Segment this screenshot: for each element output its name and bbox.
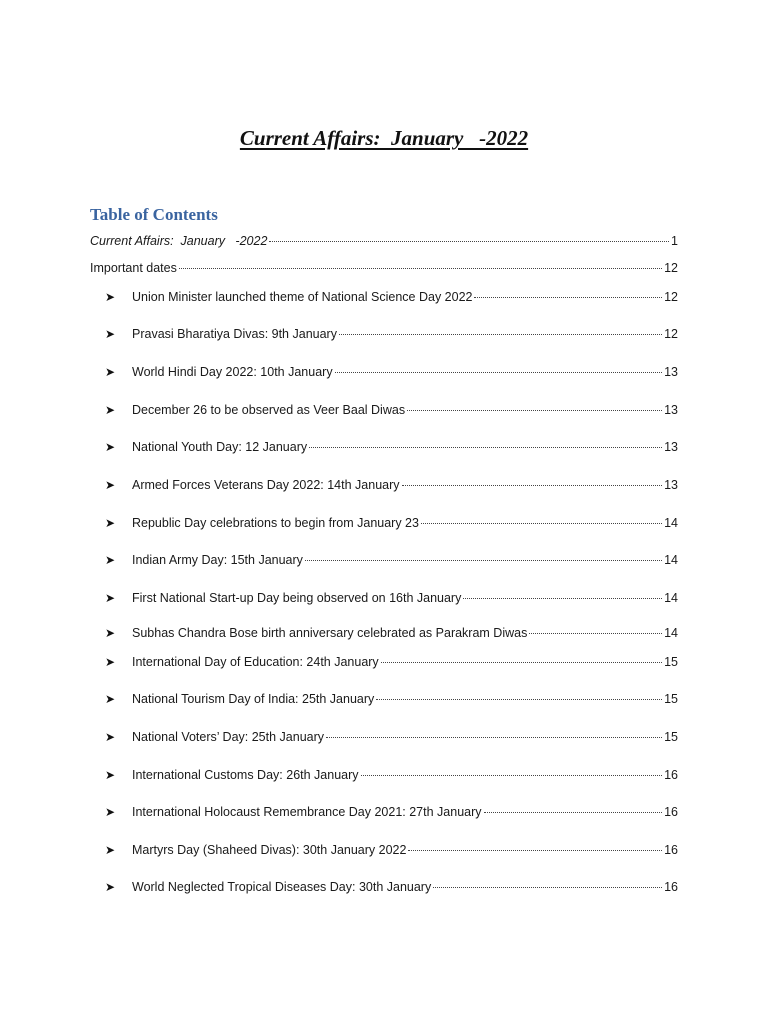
toc-entry-page: 12 <box>664 261 678 275</box>
arrow-bullet-icon: ➤ <box>105 730 116 744</box>
arrow-bullet-icon: ➤ <box>105 327 116 341</box>
toc-entry-page: 16 <box>664 805 678 819</box>
page-title: Current Affairs: January -2022 <box>239 126 529 150</box>
toc-entry-page: 12 <box>664 327 678 341</box>
toc-entry-label: First National Start-up Day being observed on 16th January <box>132 591 462 605</box>
toc-entry[interactable] <box>105 552 678 568</box>
toc-entry-label: Union Minister launched theme of National Science Day 2022 <box>132 290 473 304</box>
toc-entry-label: International Customs Day: 26th January <box>132 768 359 782</box>
dot-leader <box>326 737 662 738</box>
dot-leader <box>484 812 663 813</box>
arrow-bullet-icon: ➤ <box>105 655 116 669</box>
toc-entry[interactable] <box>105 402 678 418</box>
toc-entry-label: National Voters’ Day: 25th January <box>132 730 325 744</box>
toc-entry-important-dates[interactable] <box>90 260 678 276</box>
toc-entry-label: Martyrs Day (Shaheed Divas): 30th January 2022 <box>132 843 407 857</box>
dot-leader <box>269 241 669 242</box>
dot-leader <box>421 523 662 524</box>
toc-entry-page: 14 <box>664 591 678 605</box>
arrow-bullet-icon: ➤ <box>105 591 116 605</box>
dot-leader <box>381 662 662 663</box>
dot-leader <box>529 633 662 634</box>
toc-entry-page: 13 <box>664 403 678 417</box>
arrow-bullet-icon: ➤ <box>105 768 116 782</box>
toc-entry[interactable] <box>105 804 678 820</box>
dot-leader <box>305 560 662 561</box>
toc-entry-page: 15 <box>664 730 678 744</box>
toc-entry-label: National Youth Day: 12 January <box>132 440 308 454</box>
toc-entry[interactable] <box>105 729 678 745</box>
toc-entry[interactable] <box>105 515 678 531</box>
toc-entry[interactable] <box>105 691 678 707</box>
toc-entry-page: 1 <box>671 234 678 248</box>
toc-entry[interactable] <box>105 590 678 606</box>
arrow-bullet-icon: ➤ <box>105 553 116 567</box>
dot-leader <box>433 887 662 888</box>
dot-leader <box>402 485 663 486</box>
toc-entry-page: 16 <box>664 843 678 857</box>
toc-entry-page: 14 <box>664 626 678 640</box>
toc-entry-label: Important dates <box>90 261 177 275</box>
toc-entry-label: Subhas Chandra Bose birth anniversary celebrated as Parakram Diwas <box>132 626 528 640</box>
arrow-bullet-icon: ➤ <box>105 805 116 819</box>
toc-entry-page: 13 <box>664 478 678 492</box>
toc-entry-page: 13 <box>664 365 678 379</box>
toc-entry-page: 16 <box>664 768 678 782</box>
toc-entry-page: 15 <box>664 692 678 706</box>
toc-entry-label: World Neglected Tropical Diseases Day: 30th January <box>132 880 432 894</box>
toc-entry-label: Current Affairs: January -2022 <box>90 234 268 248</box>
dot-leader <box>474 297 662 298</box>
dot-leader <box>339 334 662 335</box>
toc-entry-label: National Tourism Day of India: 25th January <box>132 692 375 706</box>
toc-entry-label: Armed Forces Veterans Day 2022: 14th January <box>132 478 400 492</box>
arrow-bullet-icon: ➤ <box>105 365 116 379</box>
toc-entry-page: 14 <box>664 553 678 567</box>
toc-entry[interactable] <box>105 439 678 455</box>
toc-entry-page: 15 <box>664 655 678 669</box>
dot-leader <box>335 372 663 373</box>
arrow-bullet-icon: ➤ <box>105 403 116 417</box>
dot-leader <box>408 850 662 851</box>
arrow-bullet-icon: ➤ <box>105 843 116 857</box>
toc-heading: Table of Contents <box>90 205 218 224</box>
toc-entry[interactable] <box>105 879 678 895</box>
toc-entry[interactable] <box>105 842 678 858</box>
dot-leader <box>376 699 662 700</box>
dot-leader <box>407 410 662 411</box>
toc-entry-label: Republic Day celebrations to begin from January 23 <box>132 516 419 530</box>
toc-entry-label: Pravasi Bharatiya Divas: 9th January <box>132 327 337 341</box>
dot-leader <box>179 268 662 269</box>
toc-entry[interactable] <box>105 326 678 342</box>
toc-entry-page: 12 <box>664 290 678 304</box>
toc-entry-page: 14 <box>664 516 678 530</box>
arrow-bullet-icon: ➤ <box>105 626 116 640</box>
arrow-bullet-icon: ➤ <box>105 440 116 454</box>
dot-leader <box>361 775 663 776</box>
toc-entry[interactable] <box>105 767 678 783</box>
toc-entry[interactable] <box>105 477 678 493</box>
toc-entry-label: World Hindi Day 2022: 10th January <box>132 365 333 379</box>
arrow-bullet-icon: ➤ <box>105 692 116 706</box>
dot-leader <box>309 447 662 448</box>
arrow-bullet-icon: ➤ <box>105 290 116 304</box>
toc-entry-label: International Holocaust Remembrance Day 2021: 27th January <box>132 805 482 819</box>
arrow-bullet-icon: ➤ <box>105 880 116 894</box>
arrow-bullet-icon: ➤ <box>105 478 116 492</box>
toc-entry-label: December 26 to be observed as Veer Baal Diwas <box>132 403 406 417</box>
toc-entry-label: International Day of Education: 24th January <box>132 655 379 669</box>
toc-entry-page: 13 <box>664 440 678 454</box>
toc-entry[interactable] <box>105 289 678 305</box>
toc-entry[interactable] <box>105 364 678 380</box>
dot-leader <box>463 598 662 599</box>
toc-entry-current-affairs[interactable] <box>90 233 678 249</box>
toc-entry[interactable] <box>105 654 678 670</box>
toc-entry-label: Indian Army Day: 15th January <box>132 553 303 567</box>
toc-entry-page: 16 <box>664 880 678 894</box>
arrow-bullet-icon: ➤ <box>105 516 116 530</box>
toc-entry[interactable] <box>105 625 678 641</box>
